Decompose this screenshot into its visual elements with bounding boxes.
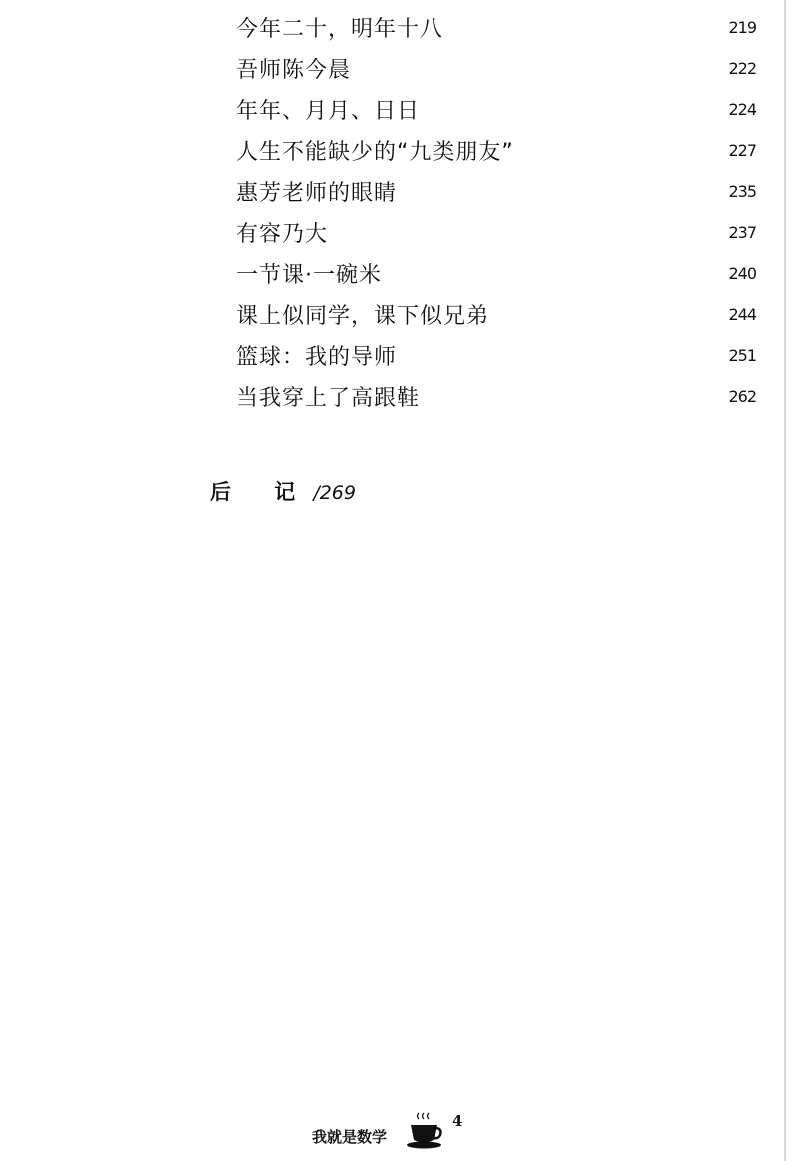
afterword-page: /269 [313, 482, 356, 504]
toc-entry-title: 今年二十，明年十八 [236, 17, 444, 42]
page-edge-line [784, 0, 786, 1161]
toc-entry-page: 222 [728, 59, 756, 78]
toc-entry[interactable] [236, 172, 756, 213]
toc-entry[interactable] [236, 336, 756, 377]
toc-entry-title: 篮球：我的导师 [236, 345, 398, 370]
toc-entry-page: 235 [728, 182, 756, 201]
afterword-entry[interactable] [210, 476, 356, 506]
toc-entry[interactable] [236, 254, 756, 295]
toc-entry-title: 年年、月月、日日 [236, 99, 421, 124]
toc-entry[interactable] [236, 90, 756, 131]
toc-entry-page: 237 [728, 223, 756, 242]
toc-entry-page: 244 [728, 305, 756, 324]
toc-entry-page: 224 [728, 100, 756, 119]
toc-entry-title: 人生不能缺少的“九类朋友” [236, 140, 514, 165]
toc-entry[interactable] [236, 213, 756, 254]
table-of-contents [236, 8, 756, 418]
toc-entry-page: 219 [728, 18, 756, 37]
toc-entry-title: 一节课·一碗米 [236, 263, 382, 288]
toc-entry-title: 课上似同学，课下似兄弟 [236, 304, 490, 329]
afterword-title: 后 记 [210, 479, 314, 504]
footer-page-number: 4 [452, 1112, 463, 1130]
toc-entry-page: 262 [728, 387, 756, 406]
toc-entry-title: 吾师陈今晨 [236, 58, 352, 83]
toc-entry-page: 251 [728, 346, 756, 365]
footer-book-title: 我就是数学 [312, 1128, 388, 1146]
toc-entry[interactable] [236, 49, 756, 90]
toc-entry[interactable] [236, 377, 756, 418]
page-footer [312, 1110, 492, 1160]
toc-entry-title: 有容乃大 [236, 222, 329, 247]
toc-entry[interactable] [236, 295, 756, 336]
toc-entry-page: 227 [728, 141, 756, 160]
toc-entry[interactable] [236, 8, 756, 49]
toc-entry-page: 240 [728, 264, 756, 283]
toc-entry-title: 惠芳老师的眼睛 [236, 181, 398, 206]
coffee-cup-icon [404, 1110, 444, 1150]
toc-entry[interactable] [236, 131, 756, 172]
toc-entry-title: 当我穿上了高跟鞋 [236, 386, 421, 411]
